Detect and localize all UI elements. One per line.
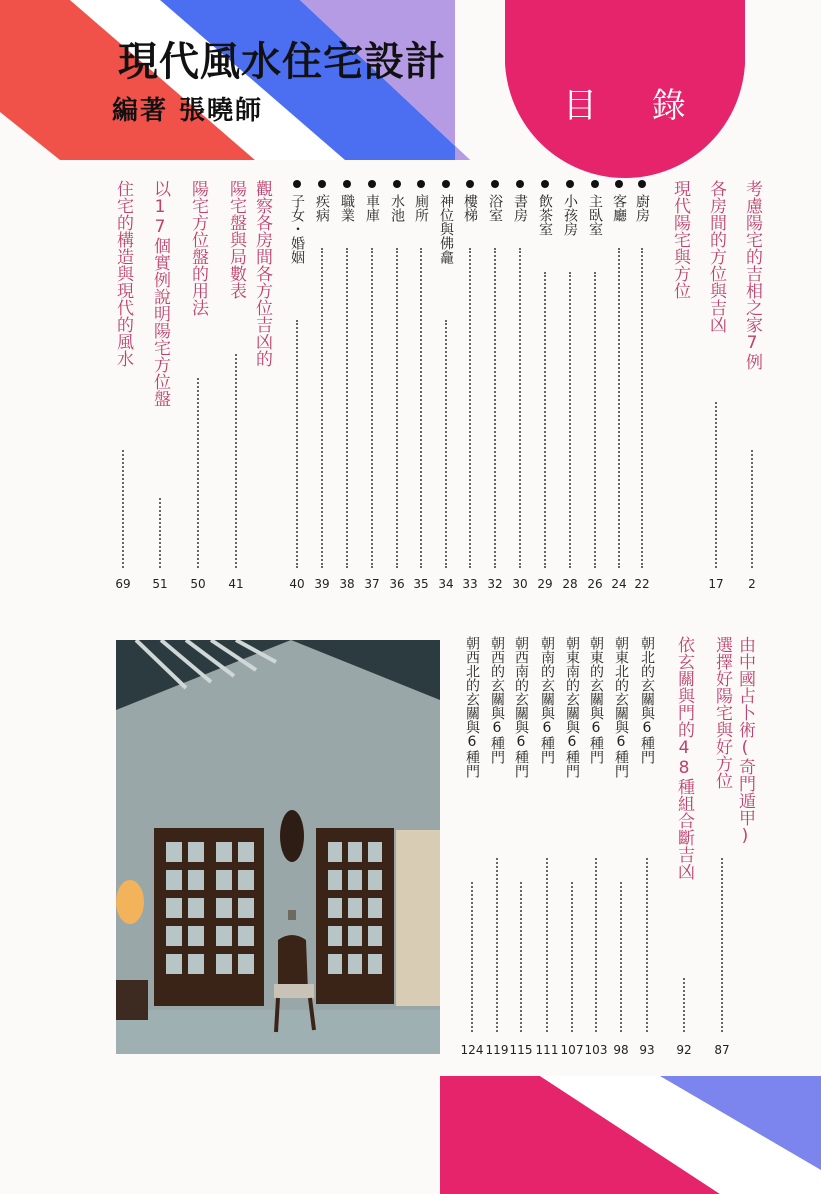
page-number: 69: [115, 577, 131, 591]
toc-entry-label: 神位與佛龕: [438, 194, 454, 264]
page-number: 93: [639, 1043, 655, 1057]
toc-entry-label: 朝東的玄關與6種門: [588, 636, 604, 764]
toc-entry[interactable]: [584, 636, 608, 768]
toc-entry[interactable]: [560, 636, 584, 782]
bullet-icon: [318, 180, 326, 188]
toc-entry[interactable]: [635, 636, 659, 768]
page-number: 107: [560, 1043, 584, 1057]
page-number: 32: [487, 577, 503, 591]
page-number: 33: [462, 577, 478, 591]
photo-right-door-panes: [328, 842, 382, 974]
toc-entry[interactable]: [710, 636, 734, 793]
toc-entry[interactable]: [310, 180, 334, 226]
bullet-icon: [442, 180, 450, 188]
page-number: 40: [289, 577, 305, 591]
bullet-icon: [541, 180, 549, 188]
toc-entry-label: 樓梯: [462, 194, 478, 222]
author-line: 編著 張曉師: [112, 96, 264, 126]
page-number: 98: [613, 1043, 629, 1057]
bullet-icon: [293, 180, 301, 188]
page-number: 103: [584, 1043, 608, 1057]
toc-entry-label: 朝南的玄關與6種門: [539, 636, 555, 764]
toc-entry-label: 子女・婚姻: [289, 194, 305, 264]
page-number: 37: [364, 577, 380, 591]
toc-entry[interactable]: [558, 180, 582, 240]
page-number: 39: [314, 577, 330, 591]
page-number: 26: [587, 577, 603, 591]
page-number: 2: [748, 577, 756, 591]
photo-lamp: [116, 880, 144, 924]
toc-entry-label: 水池: [389, 194, 405, 222]
page-number: 35: [413, 577, 429, 591]
page-number: 41: [228, 577, 244, 591]
bullet-icon: [615, 180, 623, 188]
book-title: 現代風水住宅設計: [118, 39, 446, 85]
page-number: 17: [708, 577, 724, 591]
toc-entry[interactable]: [111, 180, 135, 371]
toc-entry[interactable]: [360, 180, 384, 226]
toc-entry[interactable]: [148, 180, 172, 411]
photo-chair-back: [278, 935, 308, 992]
toc-entry-label: 住宅的構造與現代的風水: [113, 180, 133, 367]
toc-entry[interactable]: [434, 180, 458, 268]
bullet-icon: [591, 180, 599, 188]
page-number: 87: [714, 1043, 730, 1057]
toc-entry[interactable]: [335, 180, 359, 226]
toc-entry-label: 書房: [512, 194, 528, 222]
toc-entry-label: 朝東北的玄關與6種門: [613, 636, 629, 778]
toc-entry[interactable]: [250, 180, 274, 371]
toc-entry-label: 陽宅盤與局數表: [226, 180, 246, 299]
toc-entry[interactable]: [740, 180, 764, 374]
page-number: 28: [562, 577, 578, 591]
toc-entry-label: 客廳: [611, 194, 627, 222]
toc-entry-label: 朝東南的玄關與6種門: [564, 636, 580, 778]
toc-entry-label: 各房間的方位與吉凶: [706, 180, 726, 333]
toc-entry[interactable]: [485, 636, 509, 768]
interior-photo: [116, 640, 440, 1054]
page-number: 111: [535, 1043, 559, 1057]
page-number: 124: [460, 1043, 484, 1057]
page-number: 36: [389, 577, 405, 591]
toc-entry[interactable]: [385, 180, 409, 226]
bullet-icon: [343, 180, 351, 188]
bullet-icon: [417, 180, 425, 188]
toc-entry[interactable]: [704, 180, 728, 337]
toc-entry-label: 由中國占卜術(奇門遁甲): [735, 636, 755, 846]
page-number: 51: [152, 577, 168, 591]
toc-heading: 目 錄: [563, 86, 708, 126]
toc-entry-label: 朝北的玄關與6種門: [639, 636, 655, 764]
toc-entry-label: 觀察各房間各方位吉凶的: [252, 180, 272, 367]
toc-entry[interactable]: [224, 180, 248, 303]
bullet-icon: [566, 180, 574, 188]
page-number: 34: [438, 577, 454, 591]
page-number: 29: [537, 577, 553, 591]
bullet-icon: [491, 180, 499, 188]
toc-entry-label: 朝西北的玄關與6種門: [464, 636, 480, 778]
toc-entry[interactable]: [535, 636, 559, 768]
toc-entry-label: 疾病: [314, 194, 330, 222]
photo-chair-seat: [274, 984, 314, 998]
toc-entry[interactable]: [733, 636, 757, 850]
page-number: 119: [485, 1043, 509, 1057]
toc-entry-label: 廚房: [634, 194, 650, 222]
bullet-icon: [393, 180, 401, 188]
toc-entry-label: 朝西的玄關與6種門: [489, 636, 505, 764]
toc-entry[interactable]: [460, 636, 484, 782]
page-number: 38: [339, 577, 355, 591]
toc-entry[interactable]: [668, 180, 692, 303]
toc-entry[interactable]: [672, 636, 696, 884]
toc-entry[interactable]: [508, 180, 532, 226]
toc-entry-label: 飲茶室: [537, 194, 553, 236]
toc-entry-label: 職業: [339, 194, 355, 222]
toc-entry[interactable]: [458, 180, 482, 226]
photo-screen: [396, 830, 440, 1006]
toc-entry[interactable]: [630, 180, 654, 226]
bullet-icon: [516, 180, 524, 188]
bullet-icon: [638, 180, 646, 188]
bullet-icon: [466, 180, 474, 188]
toc-entry-label: 選擇好陽宅與好方位: [712, 636, 732, 789]
page-number: 92: [676, 1043, 692, 1057]
page-number: 30: [512, 577, 528, 591]
toc-entry-label: 浴室: [487, 194, 503, 222]
bullet-icon: [368, 180, 376, 188]
toc-entry[interactable]: [533, 180, 557, 240]
toc-entry[interactable]: [186, 180, 210, 320]
toc-entry-label: 廁所: [413, 194, 429, 222]
toc-entry-label: 主臥室: [587, 194, 603, 236]
toc-entry-label: 小孩房: [562, 194, 578, 236]
page-number: 115: [509, 1043, 533, 1057]
toc-entry-label: 考慮陽宅的吉相之家7例: [742, 180, 762, 370]
toc-entry[interactable]: [285, 180, 309, 268]
toc-entry-label: 以17個實例說明陽宅方位盤: [150, 180, 170, 407]
toc-entry[interactable]: [609, 636, 633, 782]
photo-switch: [288, 910, 296, 920]
toc-entry[interactable]: [607, 180, 631, 226]
photo-side-table: [116, 980, 148, 1020]
toc-entry[interactable]: [483, 180, 507, 226]
toc-entry-label: 朝西南的玄關與6種門: [513, 636, 529, 778]
toc-entry-label: 車庫: [364, 194, 380, 222]
toc-entry-label: 陽宅方位盤的用法: [188, 180, 208, 316]
toc-entry-label: 依玄關與門的48種組合斷吉凶: [674, 636, 694, 880]
page-number: 50: [190, 577, 206, 591]
page-number: 24: [611, 577, 627, 591]
page-number: 22: [634, 577, 650, 591]
toc-entry[interactable]: [583, 180, 607, 240]
toc-entry[interactable]: [509, 636, 533, 782]
photo-wall-clock: [280, 810, 304, 862]
toc-entry[interactable]: [409, 180, 433, 226]
toc-entry-label: 現代陽宅與方位: [670, 180, 690, 299]
